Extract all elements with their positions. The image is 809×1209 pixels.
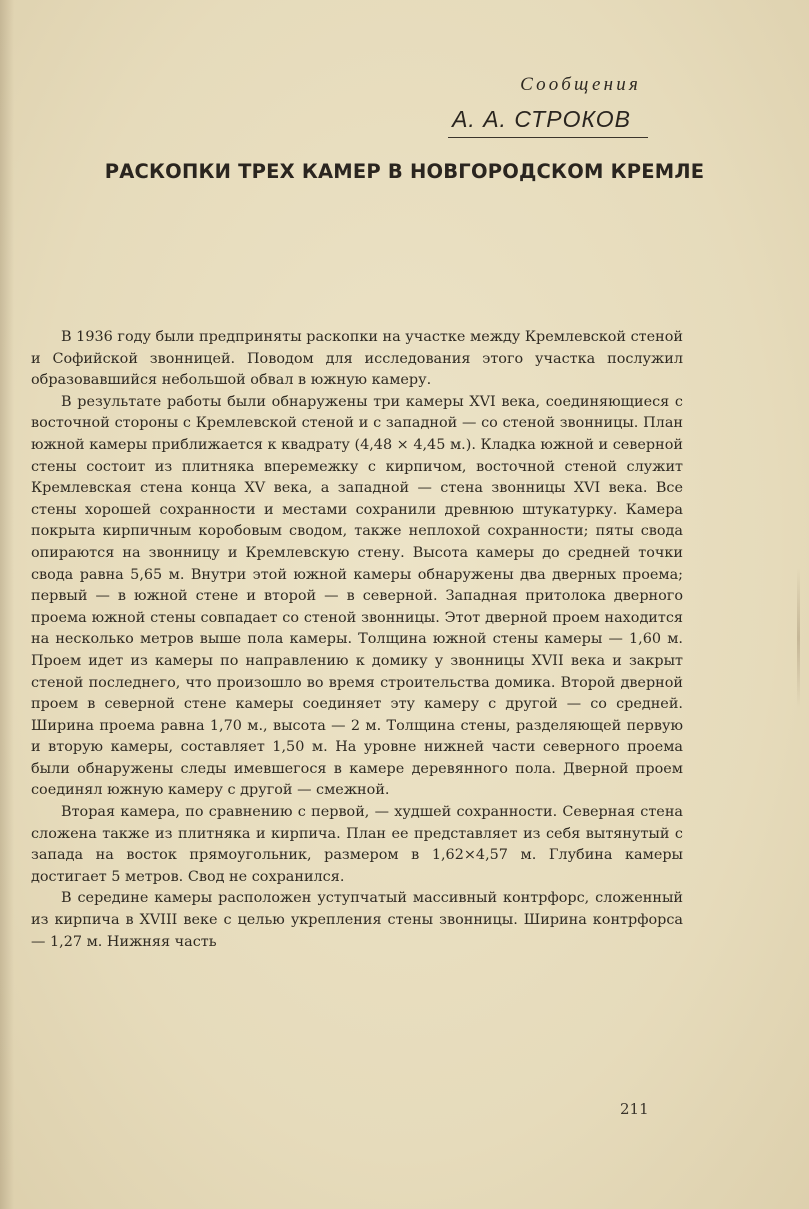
paragraph: В середине камеры расположен уступчатый массивный контрфорс, сложенный из кирпича в XVIII веке с целью укрепления стены звонницы. Ширина контрфорса — 1,27 м. Нижняя часть <box>31 890 683 950</box>
paragraph: Вторая камера, по сравнению с первой, — худшей сохранности. Северная стена сложена также из плитняка и кирпича. План ее представляет из себя вытянутый с запада на восток прямоугольник, размером в 1,62×4,57 м. Глубина камеры достигает 5 метров. Свод не сохранился. <box>31 804 683 885</box>
author-name: А. А. СТРОКОВ <box>452 106 631 132</box>
article-title: РАСКОПКИ ТРЕХ КАМЕР В НОВГОРОДСКОМ КРЕМЛЕ <box>104 160 705 183</box>
page-number: 211 <box>620 1100 649 1118</box>
paragraph: В результате работы были обнаружены три камеры XVI века, соединяющиеся с восточной стороны с Кремлевской стеной и с западной — со стеной звонницы. План южной камеры приближается к квадрату (4,48 × 4,45 м.). Кладка южной и северной стены состоит из плитняка вперемежку с кирпичом, восточной стеной служит Кремлевская стена конца XV века, а западной — стена звонницы XVI века. Все стены хорошей сохранности и местами сохранили древнюю штукатурку. Камера покрыта кирпичным коробовым сводом, также неплохой сохранности; пяты свода опираются на звонницу и Кремлевскую стену. Высота камеры до средней точки свода равна 5,65 м. Внутри этой южной камеры обнаружены два дверных проема; первый — в южной стене и второй — в северной. Западная притолока дверного проема южной стены совпадает со стеной звонницы. Этот дверной проем находится на несколько метров выше пола камеры. Толщина южной стены камеры — 1,60 м. Проем идет из камеры по направлению к домику у звонницы XVII века и закрыт стеной последнего, что произошло во время строительства домика. Второй дверной проем в северной стене камеры соединяет эту камеру с другой — со средней. Ширина проема равна 1,70 м., высота — 2 м. Толщина стены, разделяющей первую и вторую камеры, составляет 1,50 м. На уровне нижней части северного проема были обнаружены следы имевшегося в камере деревянного пола. Дверной проем соединял южную камеру с другой — смежной. <box>31 393 683 799</box>
article-body <box>31 327 683 953</box>
edge-mark <box>797 568 800 708</box>
paragraph: В 1936 году были предприняты раскопки на участке между Кремлевской стеной и Софийской звонницей. Поводом для исследования этого участка послужил образовавшийся небольшой обвал в южную камеру. <box>31 329 683 389</box>
section-label: Сообщения <box>520 74 641 95</box>
author-rule <box>448 137 648 138</box>
